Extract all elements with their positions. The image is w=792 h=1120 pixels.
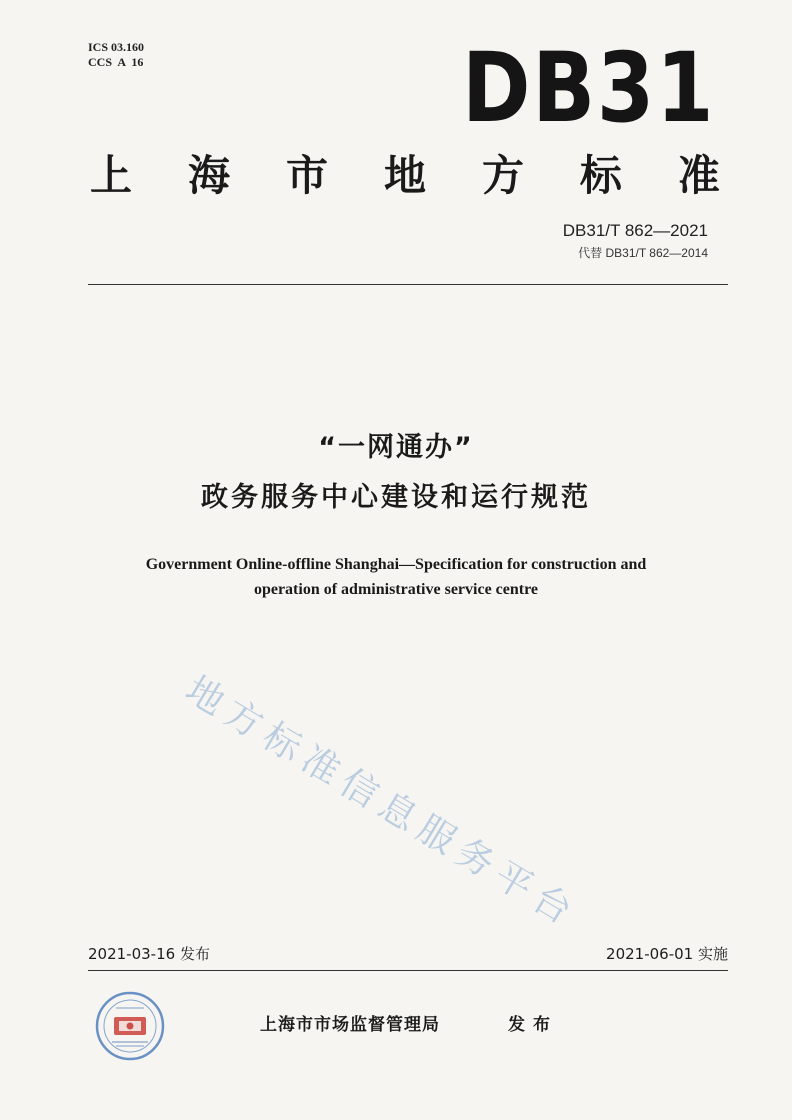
watermark: 地方标准信息服务平台 bbox=[178, 667, 587, 937]
standard-number: DB31/T 862—2021 bbox=[562, 221, 708, 240]
org-title-char: 海 bbox=[187, 151, 230, 200]
ics-code: ICS 03.160 bbox=[88, 40, 145, 54]
issue-date: 2021-03-16 发布 bbox=[88, 945, 210, 963]
title-en-line1: Government Online-offline Shanghai—Specification for construction and bbox=[145, 556, 647, 573]
ccs-code: CCS A 16 bbox=[88, 55, 144, 69]
platform-seal-icon bbox=[94, 990, 166, 1062]
org-title-char: 上 bbox=[90, 151, 133, 200]
classification-codes bbox=[88, 40, 144, 70]
org-title-char: 地 bbox=[383, 151, 426, 200]
title-cn-line2: 政务服务中心建设和运行规范 bbox=[201, 482, 591, 513]
org-title-char: 市 bbox=[285, 151, 328, 200]
title-en bbox=[60, 552, 732, 602]
bottom-divider bbox=[88, 970, 728, 971]
publisher-name: 上海市市场监督管理局 bbox=[260, 1015, 440, 1035]
replaces-standard: 代替 DB31/T 862—2014 bbox=[578, 246, 708, 260]
implementation-date: 2021-06-01 实施 bbox=[606, 945, 728, 963]
org-title-char: 标 bbox=[579, 151, 622, 200]
publish-label: 发布 bbox=[508, 1015, 558, 1035]
db31-logo: DB31 bbox=[462, 32, 716, 144]
title-cn-line1: “一网通办” bbox=[318, 432, 474, 463]
title-en-line2: operation of administrative service centre bbox=[253, 581, 539, 598]
top-divider bbox=[88, 284, 728, 285]
org-title-char: 准 bbox=[677, 151, 720, 200]
org-title-char: 方 bbox=[481, 151, 524, 200]
org-title bbox=[90, 148, 720, 204]
